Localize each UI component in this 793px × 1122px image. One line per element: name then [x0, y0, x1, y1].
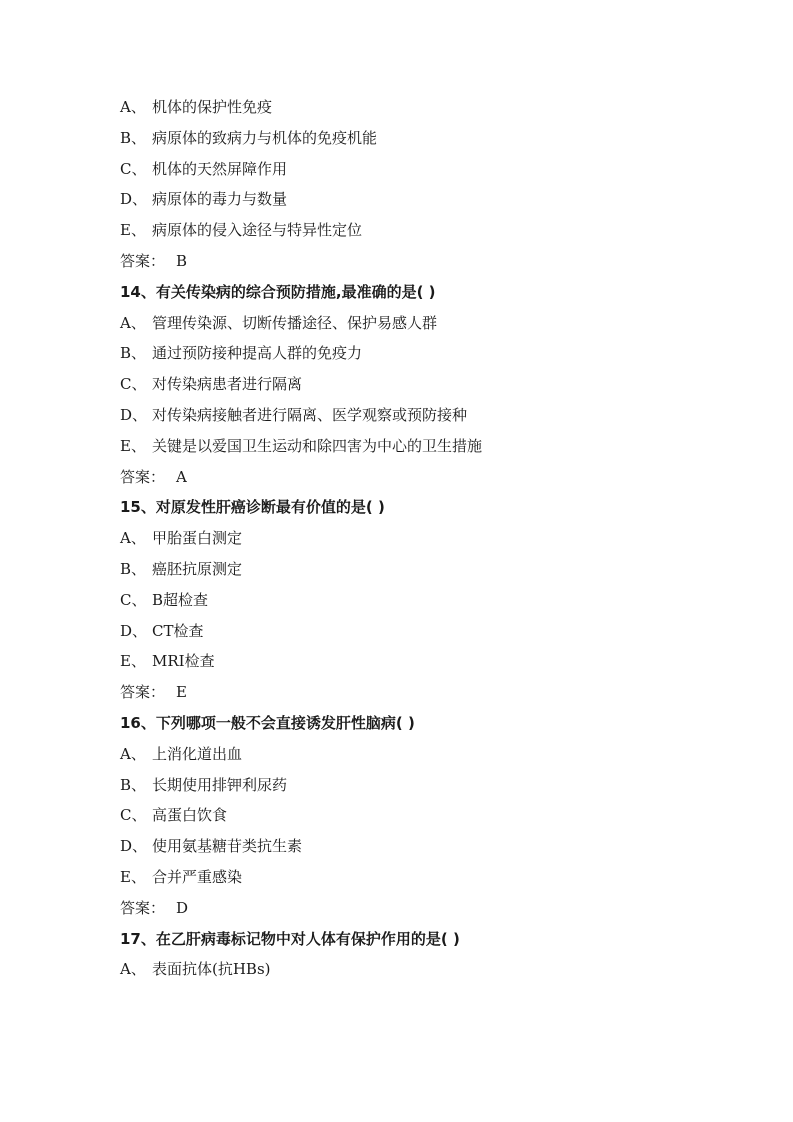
option-line — [120, 400, 720, 431]
option-line — [120, 184, 720, 215]
option-letter: C、 — [120, 806, 147, 825]
option-text: 高蛋白饮食 — [152, 806, 228, 825]
option-line — [120, 831, 720, 862]
option-text: B超检查 — [152, 590, 209, 609]
option-text: 对传染病接触者进行隔离、医学观察或预防接种 — [152, 405, 468, 424]
option-line — [120, 308, 720, 339]
option-text: 病原体的侵入途径与特异性定位 — [152, 221, 363, 240]
question-block — [120, 708, 720, 924]
option-letter: A、 — [120, 744, 146, 763]
option-text: 长期使用排钾利尿药 — [152, 775, 288, 794]
option-line — [120, 770, 720, 801]
option-letter: B、 — [120, 128, 147, 147]
option-letter: A、 — [120, 98, 146, 116]
option-line — [120, 431, 720, 462]
question-title: 14、有关传染病的综合预防措施,最准确的是( ) — [120, 282, 436, 301]
option-text: MRI检查 — [152, 652, 215, 671]
option-letter: E、 — [120, 436, 146, 455]
option-text: 合并严重感染 — [152, 867, 243, 886]
option-text: 使用氨基糖苷类抗生素 — [152, 837, 303, 856]
option-line — [120, 369, 720, 400]
option-letter: B、 — [120, 559, 147, 578]
answer-value: B — [176, 251, 188, 270]
option-letter: D、 — [120, 621, 148, 640]
option-line — [120, 123, 720, 154]
option-letter: E、 — [120, 221, 146, 240]
option-text: 通过预防接种提高人群的免疫力 — [152, 344, 363, 363]
answer-line — [120, 677, 720, 708]
option-line — [120, 154, 720, 185]
option-text: 表面抗体(抗HBs) — [152, 960, 271, 979]
document-page — [120, 92, 720, 985]
option-line — [120, 616, 720, 647]
option-text: 管理传染源、切断传播途径、保护易感人群 — [152, 313, 438, 332]
option-line — [120, 523, 720, 554]
answer-label: 答案： — [120, 251, 166, 270]
option-letter: D、 — [120, 190, 148, 209]
option-letter: B、 — [120, 344, 147, 363]
option-letter: C、 — [120, 159, 147, 178]
option-text: CT检查 — [152, 621, 204, 640]
question-title: 15、对原发性肝癌诊断最有价值的是( ) — [120, 498, 385, 517]
answer-label: 答案： — [120, 683, 166, 702]
answer-value: E — [176, 683, 187, 702]
question-block — [120, 277, 720, 493]
option-letter: C、 — [120, 590, 147, 609]
option-line — [120, 92, 720, 123]
option-letter: C、 — [120, 375, 147, 394]
option-text: 对传染病患者进行隔离 — [152, 375, 303, 394]
question-block — [120, 924, 720, 986]
question-block — [120, 492, 720, 708]
option-text: 机体的保护性免疫 — [152, 98, 273, 116]
option-line — [120, 585, 720, 616]
option-letter: E、 — [120, 867, 146, 886]
option-line — [120, 646, 720, 677]
option-line — [120, 739, 720, 770]
option-line — [120, 862, 720, 893]
option-text: 机体的天然屏障作用 — [152, 159, 288, 178]
option-letter: A、 — [120, 529, 146, 548]
question-title: 17、在乙肝病毒标记物中对人体有保护作用的是( ) — [120, 929, 460, 948]
option-line — [120, 554, 720, 585]
answer-line — [120, 462, 720, 493]
question-title: 16、下列哪项一般不会直接诱发肝性脑病( ) — [120, 713, 415, 732]
answer-value: A — [176, 467, 187, 486]
option-letter: E、 — [120, 652, 146, 671]
option-line — [120, 800, 720, 831]
option-text: 甲胎蛋白测定 — [152, 529, 243, 548]
option-line — [120, 338, 720, 369]
option-letter: A、 — [120, 313, 146, 332]
option-text: 病原体的致病力与机体的免疫机能 — [152, 128, 378, 147]
option-text: 关键是以爱国卫生运动和除四害为中心的卫生措施 — [152, 436, 483, 455]
answer-line — [120, 246, 720, 277]
option-text: 癌胚抗原测定 — [152, 559, 243, 578]
option-letter: A、 — [120, 960, 146, 979]
option-line — [120, 215, 720, 246]
answer-line — [120, 893, 720, 924]
option-text: 病原体的毒力与数量 — [152, 190, 288, 209]
question-block — [120, 92, 720, 277]
option-line — [120, 954, 720, 985]
option-letter: D、 — [120, 837, 148, 856]
option-letter: B、 — [120, 775, 147, 794]
option-letter: D、 — [120, 405, 148, 424]
option-text: 上消化道出血 — [152, 744, 243, 763]
answer-label: 答案： — [120, 898, 166, 917]
answer-label: 答案： — [120, 467, 166, 486]
answer-value: D — [176, 898, 189, 917]
